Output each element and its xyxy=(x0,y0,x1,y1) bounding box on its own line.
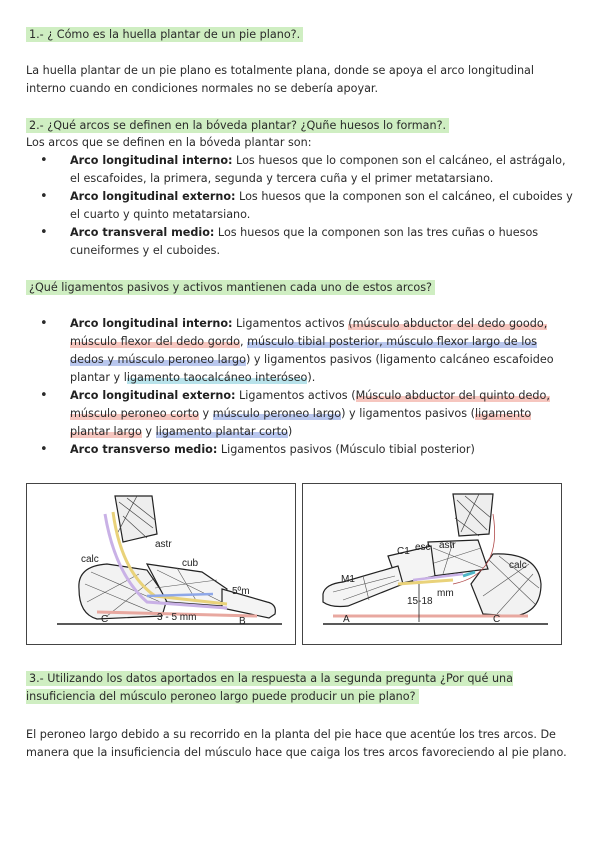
label-c: C xyxy=(493,614,501,625)
label-esc: esc xyxy=(415,542,431,553)
question-4-answer: El peroneo largo debido a su recorrido en la planta del pie hace que acentúe los tres arcos. De manera que la insuficiencia del músculo hace que caiga los tres arcos favoreciendo al pie plano. xyxy=(26,728,567,759)
label-c: C xyxy=(101,614,109,625)
question-3-title: ¿Qué ligamentos pasivos y activos mantienen cada uno de estos arcos? xyxy=(26,279,435,297)
question-1-answer: La huella plantar de un pie plano es totalmente plana, donde se apoya el arco longitudinal interno cuando en condiciones normales no se debería apoyar. xyxy=(26,64,535,95)
figure-foot-medial xyxy=(302,483,562,645)
arch-list xyxy=(26,152,574,260)
label-calc: calc xyxy=(509,560,527,571)
foot-medial-drawing xyxy=(303,484,561,644)
question-1-title: 1.- ¿ Cómo es la huella plantar de un pie plano?. xyxy=(26,26,303,44)
label-astr: astr xyxy=(439,540,456,551)
label-a: A xyxy=(343,614,350,625)
label-cub: cub xyxy=(182,558,199,569)
label-b: B xyxy=(239,616,246,627)
foot-lateral-drawing xyxy=(27,484,295,644)
question-2-title: 2.- ¿Qué arcos se definen en la bóveda plantar? ¿Quñe huesos lo forman?. xyxy=(26,117,449,135)
label-5m: 5ºm xyxy=(232,586,250,597)
question-4-title: 3.- Utilizando los datos aportados en la respuesta a la segunda pregunta ¿Por qué una insuficiencia del músculo peroneo largo puede producir un pie plano? xyxy=(26,672,514,703)
list-item: • Arco transverso medio: Ligamentos pasivos (Músculo tibial posterior) xyxy=(40,442,475,457)
list-item: • Arco longitudinal interno: Los huesos que lo componen son el calcáneo, el astrágalo, el escafoides, la primera, segunda y tercera cuña y el primer metatarsiano. xyxy=(40,153,566,185)
question-2-intro: Los arcos que se definen en la bóveda plantar son: xyxy=(26,136,312,149)
list-item: • Arco longitudinal externo: Ligamentos activos (Músculo abductor del quinto dedo, músculo peroneo corto y músculo peroneo largo) y ligamentos pasivos (ligamento plantar largo y ligamento plantar corto) xyxy=(40,388,550,438)
label-mm: 3 - 5 mm xyxy=(157,612,197,623)
list-item: • Arco transveral medio: Los huesos que la componen son las tres cuñas o huesos cuneiformes y el cuboides. xyxy=(40,225,539,257)
list-item: • Arco longitudinal externo: Los huesos que la componen son el calcáneo, el cuboides y el cuarto y quinto metatarsiano. xyxy=(40,189,573,221)
figure-foot-lateral xyxy=(26,483,296,645)
ligament-list xyxy=(26,315,574,459)
label-15-18: 15-18 xyxy=(407,596,433,607)
label-mm: mm xyxy=(437,588,454,599)
list-item: • Arco longitudinal interno: Ligamentos activos (músculo abductor del dedo goodo, músculo flexor del dedo gordo, músculo tibial posterior, músculo flexor largo de los dedos y músculo peroneo largo) y ligamentos pasivos (ligamento calcáneo escafoideo plantar y ligamento taocalcáneo interóseo). xyxy=(40,316,554,384)
label-c1: C1 xyxy=(397,546,410,557)
label-m1: M1 xyxy=(341,574,355,585)
label-calc: calc xyxy=(81,554,99,565)
label-astr: astr xyxy=(155,539,172,550)
